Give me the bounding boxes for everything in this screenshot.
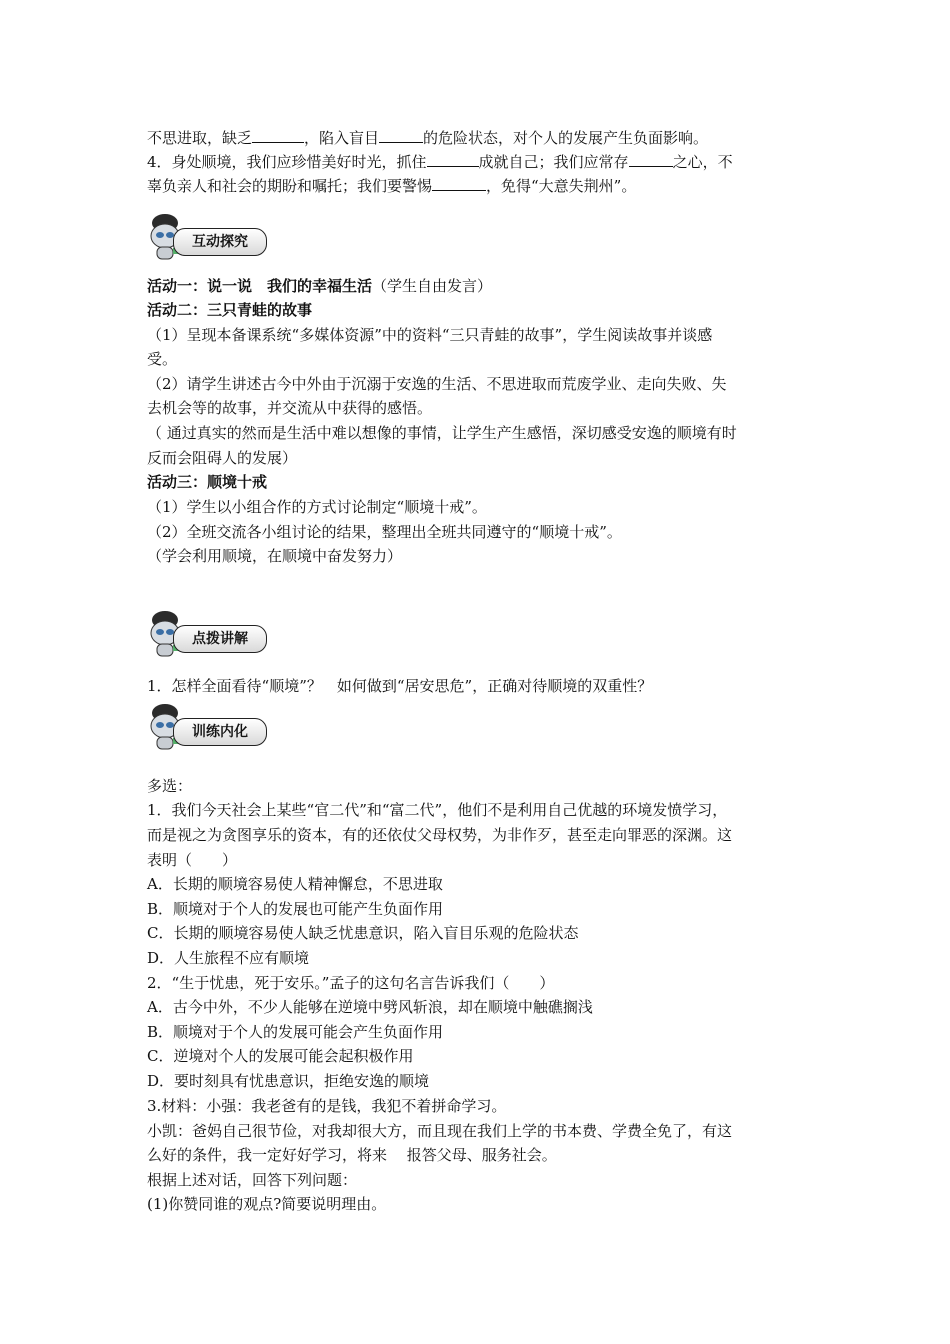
answer-blank [379,128,423,143]
question-2-option-b: B．顺境对于个人的发展可能会产生负面作用 [147,1023,444,1041]
section-title: 点拨讲解 [173,625,267,653]
explain-question-1: 1．怎样全面看待“顺境”？ 如何做到“居安思危”，正确对待顺境的双重性？ [147,677,653,695]
section-title: 训练内化 [173,718,267,746]
intro-line-1 [147,128,708,148]
text: 4．身处顺境，我们应珍惜美好时光，抓住 [147,153,427,171]
question-3-dialog-cont: 么好的条件，我一定好好学习，将来 报答父母、服务社会。 [147,1146,557,1164]
question-2-stem: 2．“生于忧患，死于安乐。”孟子的这句名言告诉我们（ ） [147,974,555,992]
question-type: 多选： [147,777,193,795]
answer-blank [629,152,673,167]
question-1-option-d: D．人生旅程不应有顺境 [147,949,310,967]
activity-3-title: 活动三：顺境十戒 [147,473,268,491]
activity-3-item-2: （2）全班交流各小组讨论的结果，整理出全班共同遵守的“顺境十戒”。 [147,523,622,541]
activity-1 [147,276,492,296]
activity-3-note: （学会利用顺境，在顺境中奋发努力） [147,547,403,565]
activity-2-item-2: （2）请学生讲述古今中外由于沉溺于安逸的生活、不思进取而荒废学业、走向失败、失 [147,375,727,393]
question-1-option-a: A．长期的顺境容易使人精神懈怠，不思进取 [147,875,443,893]
section-header-practice [147,700,272,752]
question-1-option-c: C．长期的顺境容易使人缺乏忧患意识，陷入盲目乐观的危险状态 [147,924,579,942]
activity-2-title: 活动二：三只青蛙的故事 [147,301,313,319]
text: ，陷入盲目 [304,129,380,147]
question-3-material: 3.材料：小强：我老爸有的是钱，我犯不着拼命学习。 [147,1097,507,1115]
question-2-option-c: C．逆境对个人的发展可能会起积极作用 [147,1047,414,1065]
section-header-interact [147,210,272,262]
activity-note: （学生自由发言） [372,277,493,295]
intro-line-2 [147,152,733,172]
answer-blank [427,152,479,167]
question-3-dialog: 小凯：爸妈自己很节俭，对我却很大方，而且现在我们上学的书本费、学费全免了，有这 [147,1122,733,1140]
answer-blank [252,128,304,143]
question-3-instruction: 根据上述对话，回答下列问题： [147,1171,358,1189]
text: 不思进取，缺乏 [147,129,253,147]
text: 辜负亲人和社会的期盼和嘱托；我们要警惕 [147,177,433,195]
activity-2-item-1-cont: 受。 [147,350,178,368]
section-title: 互动探究 [173,228,267,256]
question-2-option-a: A．古今中外，不少人能够在逆境中劈风斩浪，却在顺境中触礁搁浅 [147,998,593,1016]
text: 的危险状态，对个人的发展产生负面影响。 [423,129,709,147]
activity-3-item-1: （1）学生以小组合作的方式讨论制定“顺境十戒”。 [147,498,487,516]
answer-blank [432,176,486,191]
text: 之心，不 [672,153,733,171]
intro-line-3 [147,176,636,196]
text: 成就自己；我们应常存 [478,153,629,171]
question-2-option-d: D．要时刻具有忧患意识，拒绝安逸的顺境 [147,1072,430,1090]
question-3-sub-1: (1)你赞同谁的观点?简要说明理由。 [147,1195,387,1213]
activity-2-note-cont: 反而会阻碍人的发展） [147,449,298,467]
section-header-explain [147,607,272,659]
question-1-stem-cont: 而是视之为贪图享乐的资本，有的还依仗父母权势，为非作歹，甚至走向罪恶的深渊。这 [147,826,733,844]
activity-2-item-2-cont: 去机会等的故事，并交流从中获得的感悟。 [147,399,433,417]
activity-title: 活动一：说一说 我们的幸福生活 [147,277,373,295]
question-1-option-b: B．顺境对于个人的发展也可能产生负面作用 [147,900,444,918]
text: ，免得“大意失荆州”。 [486,177,637,195]
activity-2-item-1: （1）呈现本备课系统“多媒体资源”中的资料“三只青蛙的故事”，学生阅读故事并谈感 [147,326,713,344]
activity-2-note: （ 通过真实的然而是生活中难以想像的事情，让学生产生感悟，深切感受安逸的顺境有时 [147,424,737,442]
question-1-stem: 1．我们今天社会上某些“官二代”和“富二代”，他们不是利用自己优越的环境发愤学习， [147,801,728,819]
question-1-stem-end: 表明（ ） [147,851,238,869]
